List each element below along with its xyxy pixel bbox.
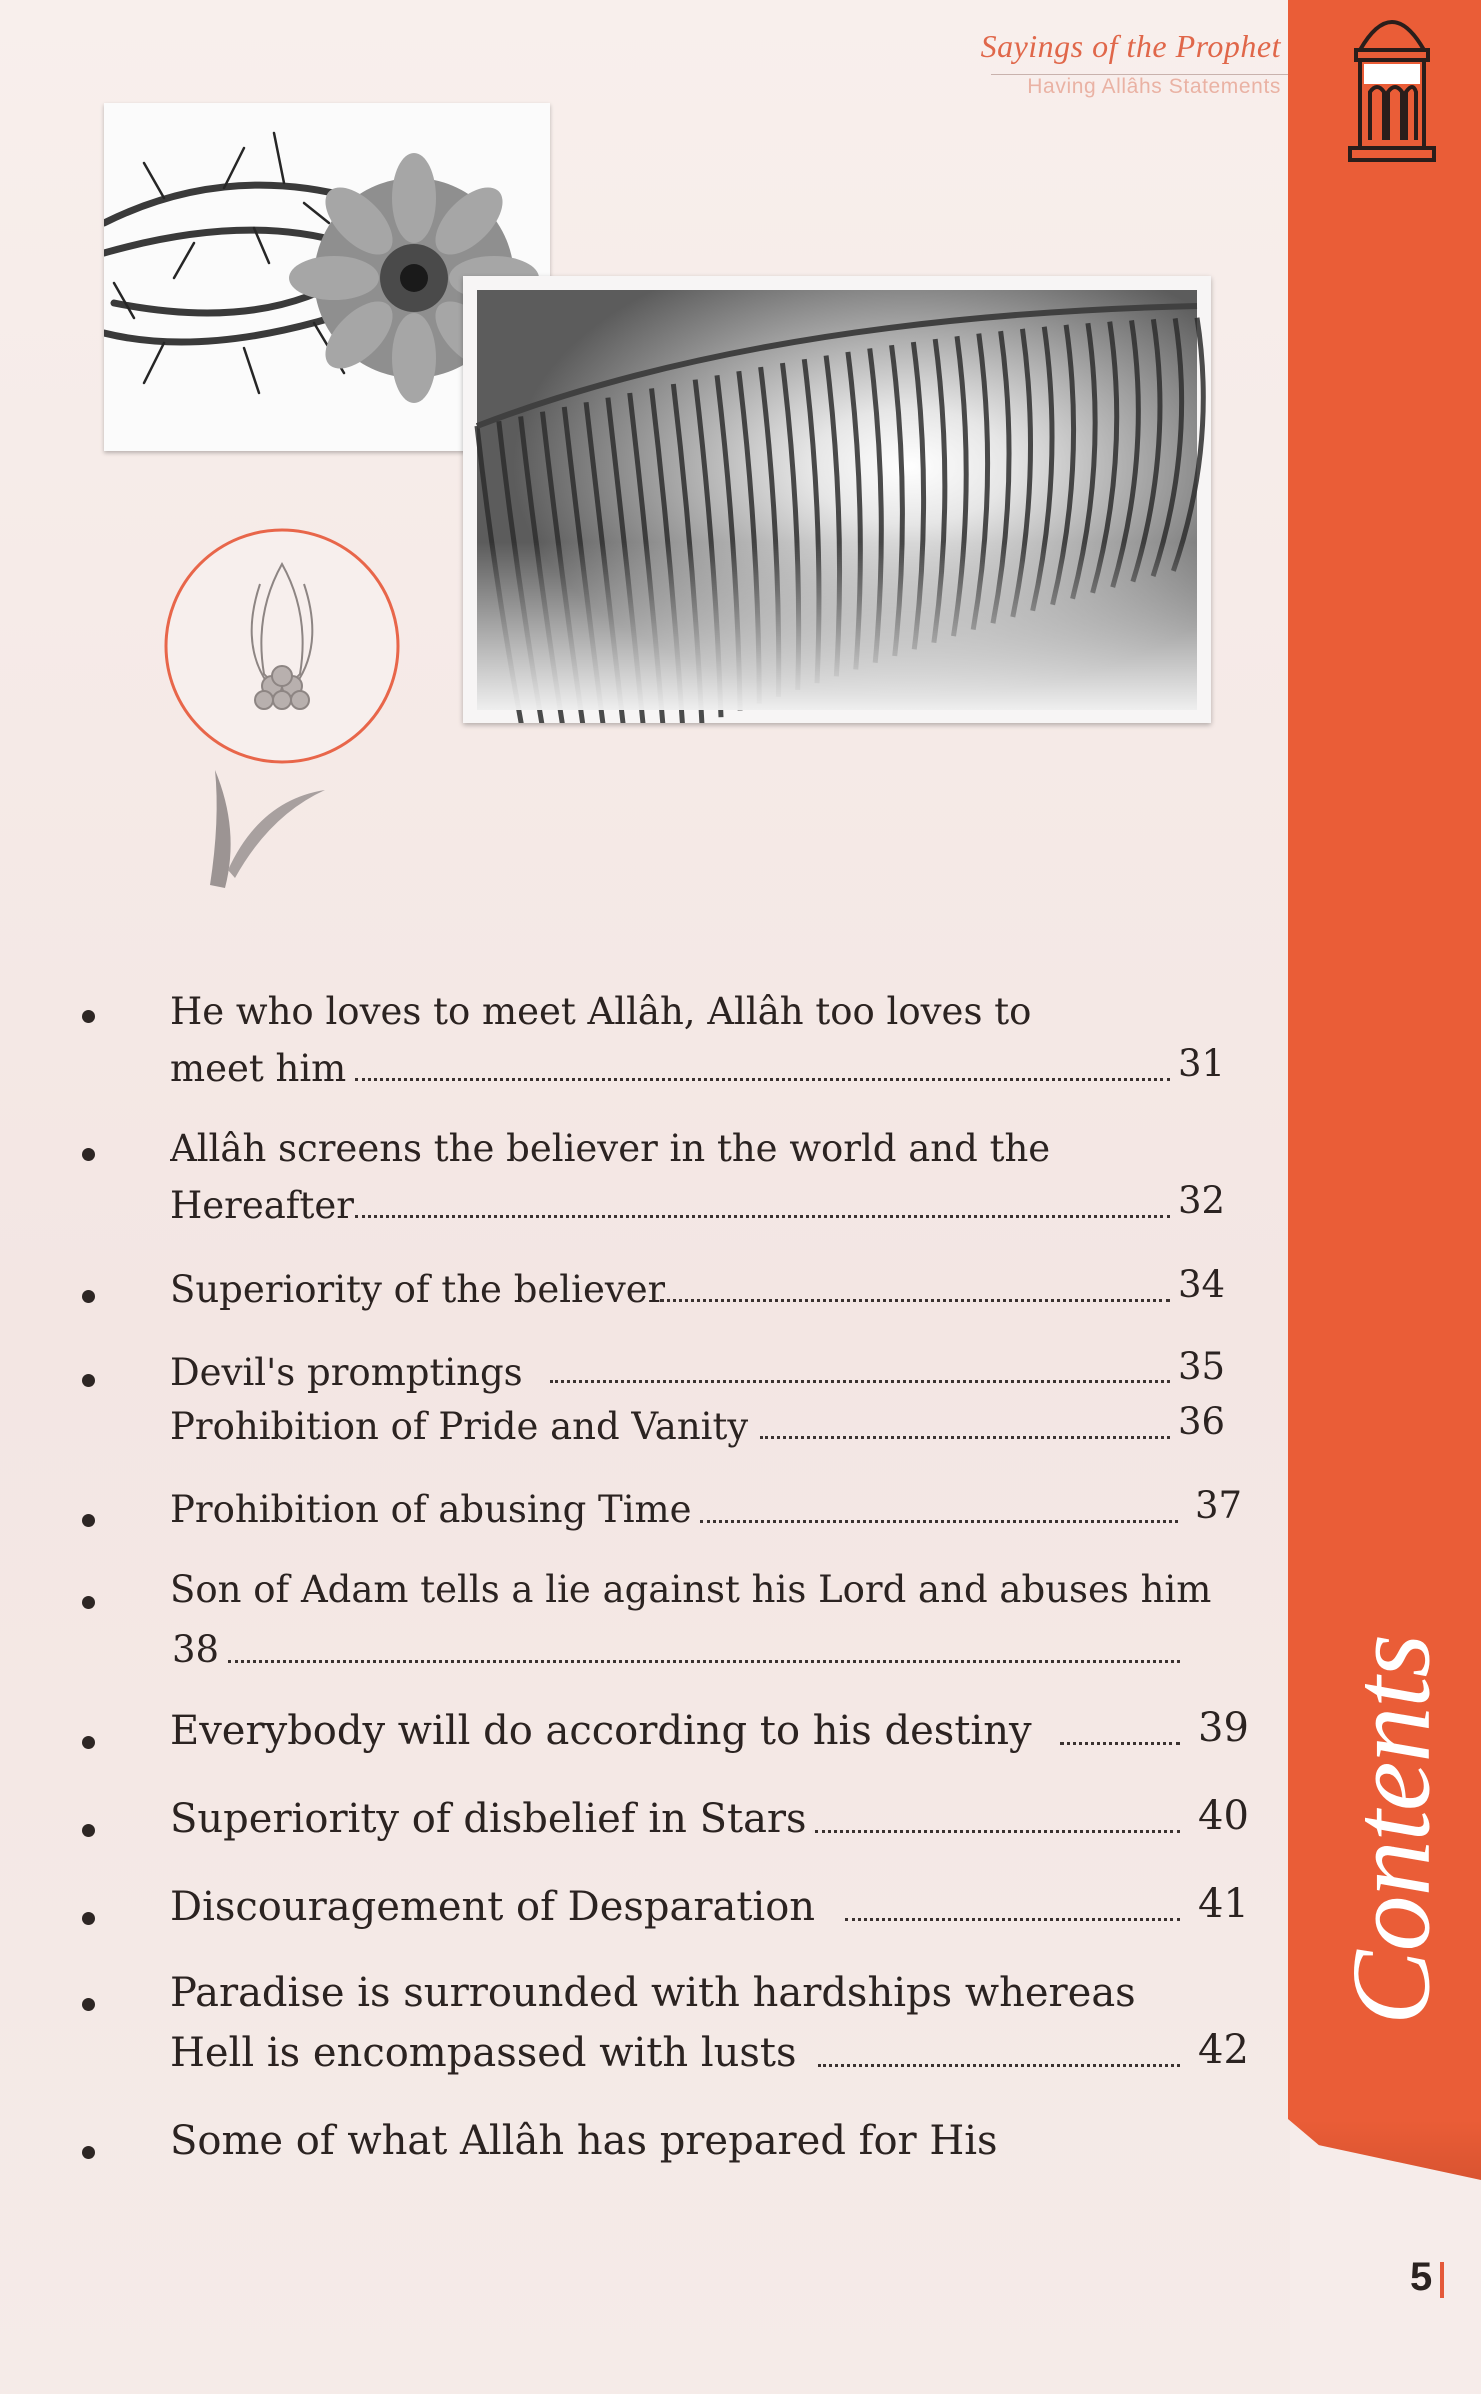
list-bullet (82, 1998, 95, 2011)
dot-leader (815, 1830, 1180, 1833)
dot-leader (355, 1215, 1170, 1218)
toc-item-title: Superiority of the believer (170, 1268, 666, 1311)
dot-leader (700, 1520, 1178, 1523)
list-bullet (82, 1596, 95, 1609)
list-bullet (82, 1514, 95, 1527)
toc-page-number: 42 (1198, 2027, 1249, 2073)
list-bullet (82, 1148, 95, 1161)
list-bullet (82, 1374, 95, 1387)
dot-leader (550, 1380, 1170, 1383)
header-subtitle: Having Allâhs Statements (1027, 75, 1281, 98)
toc-item-title: Discouragement of Desparation (170, 1884, 816, 1930)
toc-item-title: Everybody will do according to his destiny (170, 1708, 1032, 1754)
toc-item-title-cont: Hereafter (170, 1184, 354, 1227)
toc-page-number: 34 (1178, 1263, 1226, 1306)
toc-page-number: 39 (1198, 1705, 1249, 1751)
toc-item-title: Son of Adam tells a lie against his Lord and abuses him (170, 1568, 1212, 1611)
toc-page-number: 37 (1195, 1484, 1243, 1527)
toc-item-title: Prohibition of abusing Time (170, 1488, 692, 1531)
toc-item-title: He who loves to meet Allâh, Allâh too loves to (170, 990, 1032, 1033)
page-number-bar (1440, 2262, 1444, 2298)
dot-leader (355, 1078, 1170, 1081)
toc-item-title: Devil's promptings (170, 1351, 523, 1394)
list-bullet (82, 1290, 95, 1303)
list-bullet (82, 1824, 95, 1837)
page-number: 5 (1410, 2255, 1433, 2299)
toc-item-title-cont: meet him (170, 1047, 347, 1090)
toc-page-number: 38 (172, 1628, 220, 1671)
toc-page-number: 31 (1178, 1042, 1226, 1085)
shrine-icon (1342, 0, 1442, 165)
toc-item-title: Paradise is surrounded with hardships whereas (170, 1970, 1136, 2016)
list-bullet (82, 1912, 95, 1925)
toc-item-title: Allâh screens the believer in the world and the (170, 1127, 1051, 1170)
toc-item-title-cont: Hell is encompassed with lusts (170, 2030, 797, 2076)
toc-item-title: Prohibition of Pride and Vanity (170, 1405, 749, 1448)
list-bullet (82, 1010, 95, 1023)
list-bullet (82, 2146, 95, 2159)
toc-page-number: 35 (1178, 1345, 1226, 1388)
toc-item-title: Superiority of disbelief in Stars (170, 1796, 807, 1842)
list-bullet (82, 1736, 95, 1749)
toc-page-number: 32 (1178, 1179, 1226, 1222)
dot-leader (845, 1918, 1180, 1921)
dot-leader (660, 1299, 1170, 1302)
toc-page-number: 40 (1198, 1793, 1249, 1839)
dot-leader (760, 1436, 1170, 1439)
toc-item-title: Some of what Allâh has prepared for His (170, 2118, 998, 2164)
dot-leader (818, 2064, 1180, 2067)
contents-vertical-label: Contents (1329, 1634, 1454, 2026)
dot-leader (228, 1660, 1180, 1663)
dot-leader (1060, 1742, 1180, 1745)
header-title: Sayings of the Prophet (980, 28, 1281, 64)
toc-page-number: 41 (1198, 1881, 1249, 1927)
toc-page-number: 36 (1178, 1400, 1226, 1443)
